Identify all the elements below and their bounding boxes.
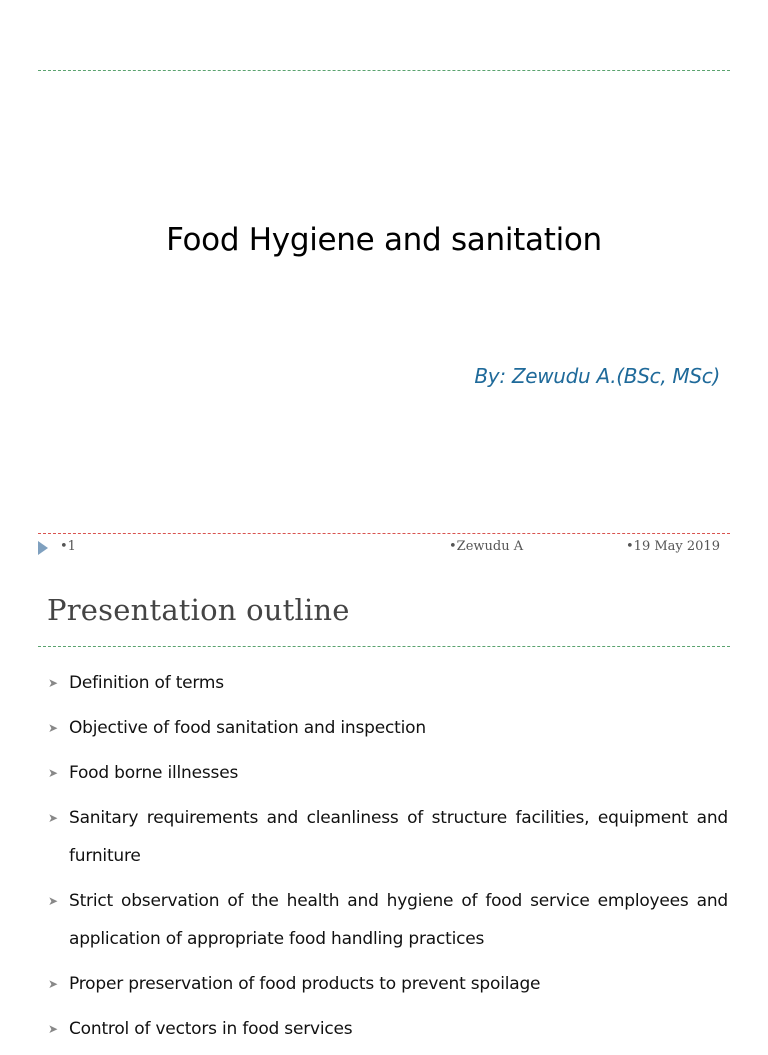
list-item: ➤ Sanitary requirements and cleanliness of structure facilities, equipment and furniture bbox=[48, 799, 728, 875]
top-divider bbox=[38, 70, 730, 71]
list-item: ➤ Food borne illnesses bbox=[48, 754, 728, 792]
arrow-bullet-icon: ➤ bbox=[48, 1022, 58, 1036]
footer-divider bbox=[38, 533, 730, 534]
outline-title: Presentation outline bbox=[47, 593, 350, 627]
outline-divider bbox=[38, 646, 730, 647]
footer-date: •19 May 2019 bbox=[626, 539, 720, 554]
footer-presenter: •Zewudu A bbox=[449, 539, 524, 554]
list-item: ➤ Objective of food sanitation and inspection bbox=[48, 709, 728, 747]
outline-list bbox=[48, 664, 728, 1055]
outline-slide bbox=[0, 560, 768, 1039]
list-item: ➤ Definition of terms bbox=[48, 664, 728, 702]
arrow-bullet-icon: ➤ bbox=[48, 811, 58, 825]
play-triangle-icon bbox=[38, 541, 48, 555]
list-item: ➤ Control of vectors in food services bbox=[48, 1010, 728, 1048]
slide-title: Food Hygiene and sanitation bbox=[166, 222, 602, 258]
list-item: ➤ Strict observation of the health and hygiene of food service employees and application of appropriate food handling practices bbox=[48, 882, 728, 958]
slide-number: •1 bbox=[60, 539, 76, 554]
list-item: ➤ Proper preservation of food products to prevent spoilage bbox=[48, 965, 728, 1003]
arrow-bullet-icon: ➤ bbox=[48, 721, 58, 735]
arrow-bullet-icon: ➤ bbox=[48, 766, 58, 780]
author-line: By: Zewudu A.(BSc, MSc) bbox=[474, 364, 720, 388]
arrow-bullet-icon: ➤ bbox=[48, 894, 58, 908]
arrow-bullet-icon: ➤ bbox=[48, 977, 58, 991]
arrow-bullet-icon: ➤ bbox=[48, 676, 58, 690]
slide-footer bbox=[0, 538, 768, 558]
